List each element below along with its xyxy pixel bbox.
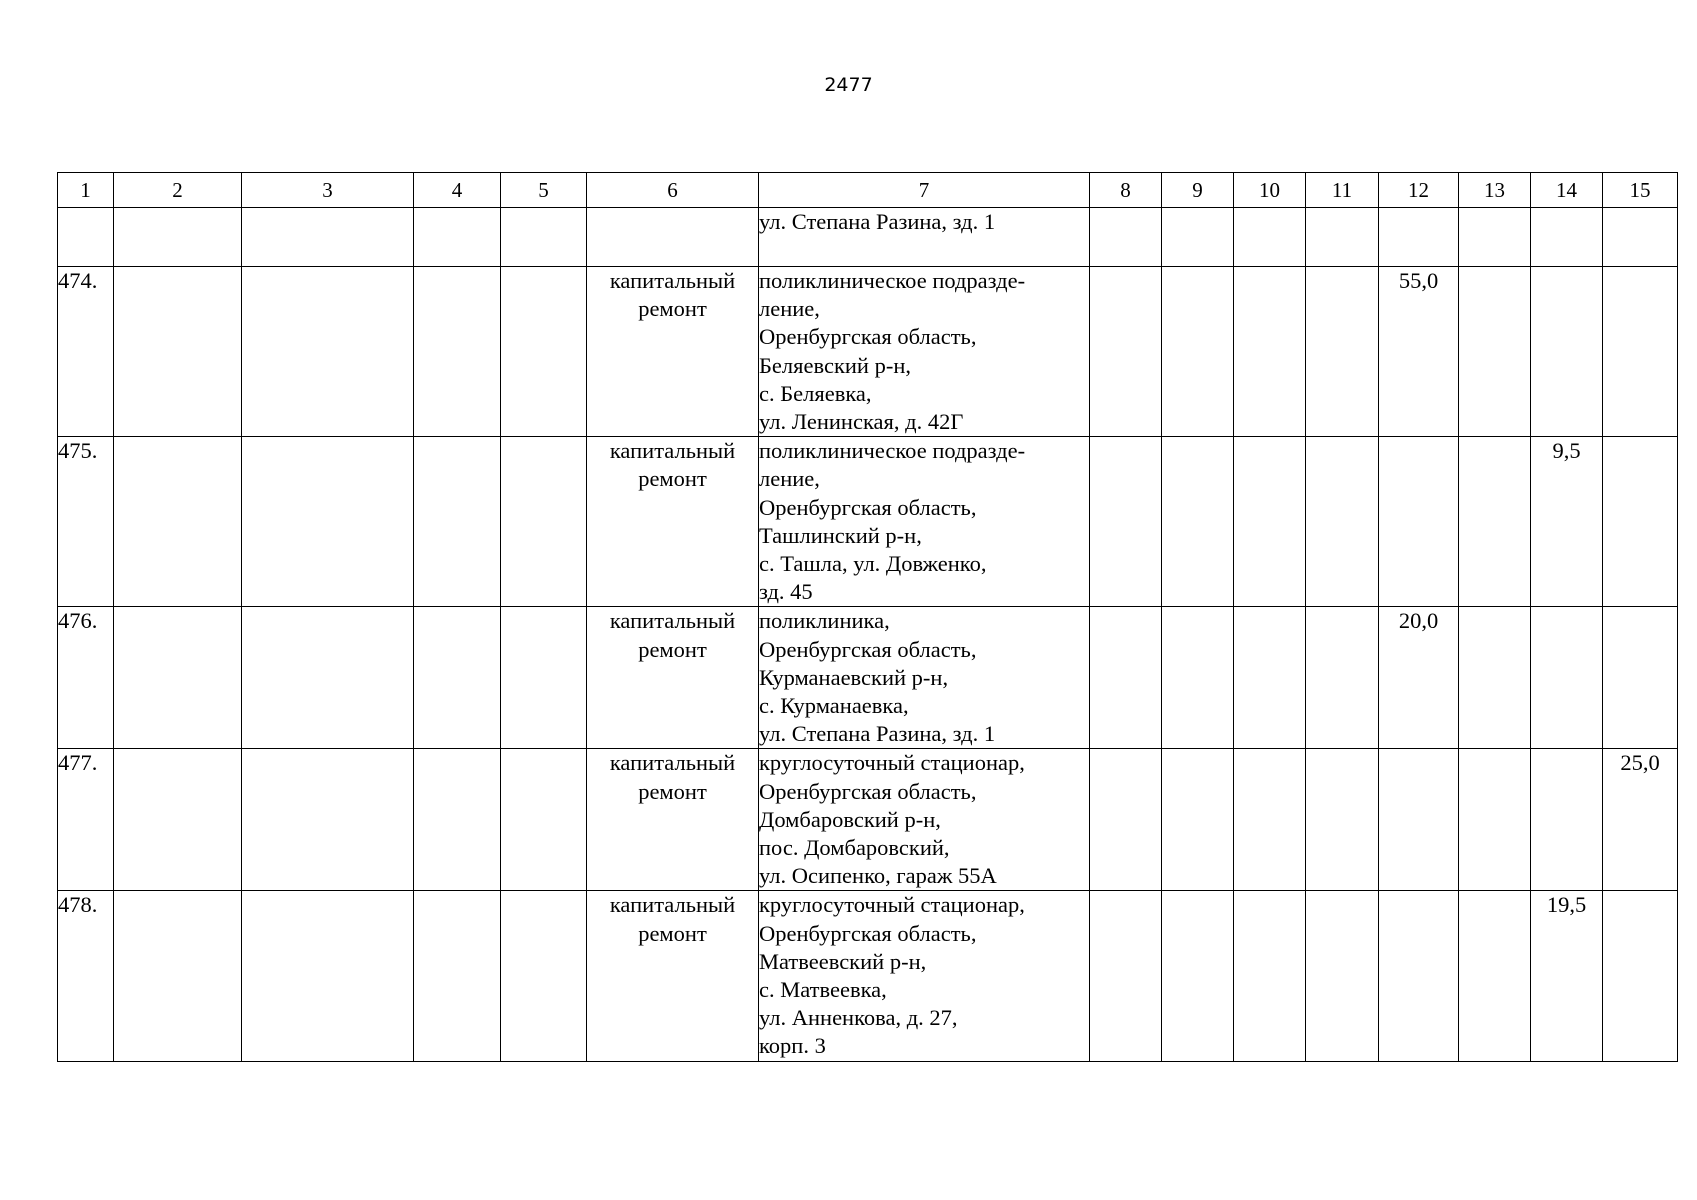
- column-header: 13: [1459, 173, 1531, 208]
- table-cell: [1162, 891, 1234, 1061]
- value-cell-col14: [1531, 208, 1603, 267]
- table-cell: [114, 891, 242, 1061]
- table-cell: [1234, 891, 1306, 1061]
- table-row: [58, 208, 1678, 267]
- table-row: [58, 437, 1678, 607]
- column-header: 14: [1531, 173, 1603, 208]
- table-cell: [1459, 208, 1531, 267]
- value-cell-col14: 9,5: [1531, 437, 1603, 607]
- description-cell: поликлиническое подразде- ление, Оренбургская область, Беляевский р-н, с. Беляевка, ул. Ленинская, д. 42Г: [759, 267, 1090, 437]
- table-cell: [242, 208, 414, 267]
- table-cell: [1459, 607, 1531, 749]
- column-header: 15: [1603, 173, 1678, 208]
- table-cell: [1459, 891, 1531, 1061]
- value-cell-col12: [1379, 749, 1459, 891]
- table-cell: [1234, 437, 1306, 607]
- value-cell-col15: [1603, 208, 1678, 267]
- row-number: 478.: [58, 891, 114, 1061]
- table-cell: [242, 437, 414, 607]
- row-number: 475.: [58, 437, 114, 607]
- value-cell-col12: [1379, 208, 1459, 267]
- table-cell: [114, 208, 242, 267]
- table-cell: [1306, 891, 1379, 1061]
- table-cell: [114, 267, 242, 437]
- table-cell: [414, 891, 501, 1061]
- table-cell: [1306, 607, 1379, 749]
- table-row: [58, 749, 1678, 891]
- value-cell-col15: [1603, 267, 1678, 437]
- table-cell: [1090, 267, 1162, 437]
- table-cell: [501, 267, 587, 437]
- table-cell: [1090, 208, 1162, 267]
- work-type-cell: капитальный ремонт: [587, 607, 759, 749]
- table-cell: [1162, 437, 1234, 607]
- table-row: [58, 267, 1678, 437]
- value-cell-col12: [1379, 437, 1459, 607]
- table-cell: [114, 607, 242, 749]
- column-number-row: [58, 173, 1678, 208]
- table-cell: [1306, 749, 1379, 891]
- column-header: 2: [114, 173, 242, 208]
- work-type-cell: капитальный ремонт: [587, 749, 759, 891]
- table-cell: [1306, 208, 1379, 267]
- column-header: 5: [501, 173, 587, 208]
- table-cell: [1162, 749, 1234, 891]
- work-type-cell: капитальный ремонт: [587, 891, 759, 1061]
- table-cell: [1090, 749, 1162, 891]
- table-cell: [1090, 437, 1162, 607]
- table-cell: [414, 607, 501, 749]
- row-number: 474.: [58, 267, 114, 437]
- table-cell: [1234, 208, 1306, 267]
- table-cell: [1234, 267, 1306, 437]
- description-cell: круглосуточный стационар, Оренбургская область, Матвеевский р-н, с. Матвеевка, ул. Анненкова, д. 27, корп. 3: [759, 891, 1090, 1061]
- table-cell: [114, 749, 242, 891]
- table-cell: [242, 891, 414, 1061]
- description-cell: поликлиническое подразде- ление, Оренбургская область, Ташлинский р-н, с. Ташла, ул. Довженко, зд. 45: [759, 437, 1090, 607]
- table-cell: [1459, 749, 1531, 891]
- column-header: 1: [58, 173, 114, 208]
- work-type-cell: капитальный ремонт: [587, 437, 759, 607]
- description-cell: поликлиника, Оренбургская область, Курманаевский р-н, с. Курманаевка, ул. Степана Разина, зд. 1: [759, 607, 1090, 749]
- value-cell-col15: 25,0: [1603, 749, 1678, 891]
- table-cell: [1162, 607, 1234, 749]
- row-number: 476.: [58, 607, 114, 749]
- table-cell: [114, 437, 242, 607]
- value-cell-col14: [1531, 267, 1603, 437]
- value-cell-col12: [1379, 891, 1459, 1061]
- value-cell-col12: 20,0: [1379, 607, 1459, 749]
- column-header: 7: [759, 173, 1090, 208]
- table-cell: [501, 208, 587, 267]
- value-cell-col14: [1531, 749, 1603, 891]
- column-header: 8: [1090, 173, 1162, 208]
- work-type-cell: капитальный ремонт: [587, 267, 759, 437]
- table-cell: [414, 208, 501, 267]
- column-header: 6: [587, 173, 759, 208]
- row-number: [58, 208, 114, 267]
- data-table: [57, 172, 1678, 1062]
- table-cell: [1306, 437, 1379, 607]
- table-cell: [1306, 267, 1379, 437]
- page-number: 2477: [824, 74, 873, 96]
- table-cell: [1162, 267, 1234, 437]
- value-cell-col12: 55,0: [1379, 267, 1459, 437]
- table-cell: [501, 437, 587, 607]
- table-cell: [242, 267, 414, 437]
- table-cell: [242, 607, 414, 749]
- table-cell: [414, 267, 501, 437]
- description-cell: круглосуточный стационар, Оренбургская область, Домбаровский р-н, пос. Домбаровский, ул. Осипенко, гараж 55А: [759, 749, 1090, 891]
- table-cell: [1234, 607, 1306, 749]
- table-cell: [1090, 607, 1162, 749]
- table-cell: [414, 437, 501, 607]
- value-cell-col14: 19,5: [1531, 891, 1603, 1061]
- column-header: 3: [242, 173, 414, 208]
- column-header: 4: [414, 173, 501, 208]
- table-cell: [501, 607, 587, 749]
- table-cell: [1090, 891, 1162, 1061]
- table-cell: [501, 749, 587, 891]
- table-cell: [1459, 437, 1531, 607]
- table-cell: [1234, 749, 1306, 891]
- table-cell: [242, 749, 414, 891]
- row-number: 477.: [58, 749, 114, 891]
- column-header: 12: [1379, 173, 1459, 208]
- column-header: 9: [1162, 173, 1234, 208]
- value-cell-col15: [1603, 891, 1678, 1061]
- table-cell: [1162, 208, 1234, 267]
- table-row: [58, 891, 1678, 1061]
- table-cell: [414, 749, 501, 891]
- column-header: 11: [1306, 173, 1379, 208]
- table-row: [58, 607, 1678, 749]
- work-type-cell: [587, 208, 759, 267]
- column-header: 10: [1234, 173, 1306, 208]
- value-cell-col14: [1531, 607, 1603, 749]
- description-cell: ул. Степана Разина, зд. 1: [759, 208, 1090, 267]
- value-cell-col15: [1603, 437, 1678, 607]
- table-cell: [1459, 267, 1531, 437]
- table-cell: [501, 891, 587, 1061]
- value-cell-col15: [1603, 607, 1678, 749]
